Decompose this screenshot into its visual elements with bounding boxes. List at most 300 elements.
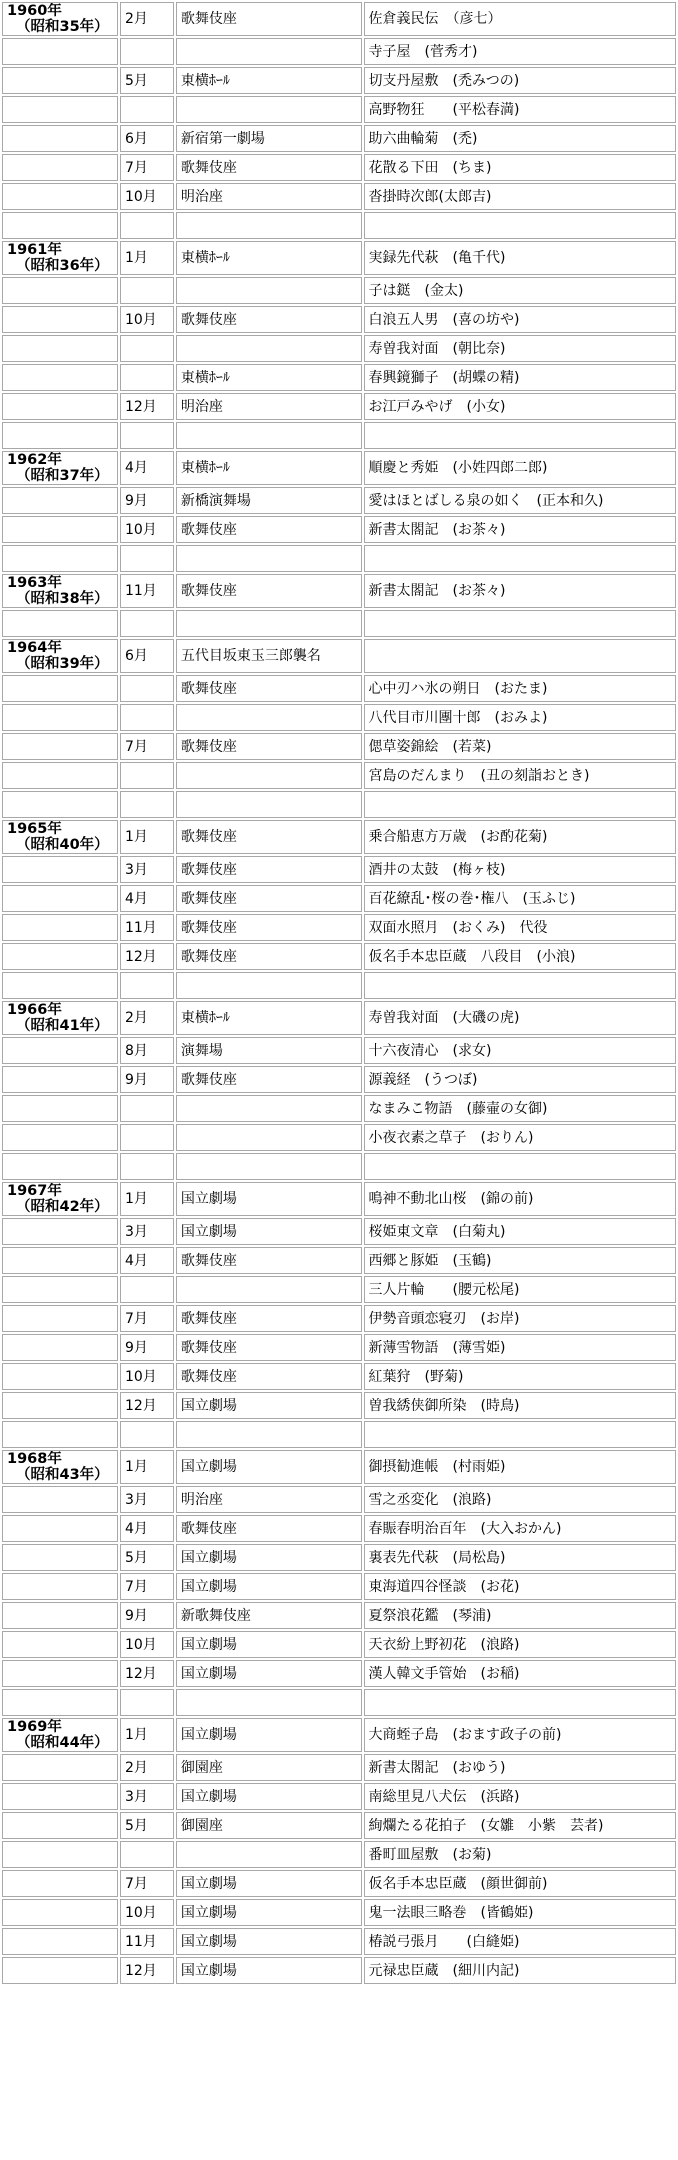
table-row	[2, 545, 676, 572]
table-row	[2, 1515, 676, 1542]
month-cell	[120, 364, 174, 391]
month-cell: 3月	[120, 1486, 174, 1513]
month-cell: 5月	[120, 1812, 174, 1839]
table-row	[2, 1066, 676, 1093]
year-cell	[2, 1182, 118, 1216]
table-row	[2, 885, 676, 912]
year-cell	[2, 277, 118, 304]
year-cell	[2, 212, 118, 239]
role-cell: 小夜衣素之草子 (おりん)	[364, 1124, 676, 1151]
year-cell	[2, 1631, 118, 1658]
venue-cell: 国立劇場	[176, 1573, 362, 1600]
venue-cell: 東横ﾎｰﾙ	[176, 67, 362, 94]
venue-cell: 歌舞伎座	[176, 733, 362, 760]
venue-cell: 歌舞伎座	[176, 856, 362, 883]
table-row	[2, 1218, 676, 1245]
year-cell	[2, 1689, 118, 1716]
role-cell	[364, 545, 676, 572]
table-row	[2, 914, 676, 941]
table-row	[2, 451, 676, 485]
month-cell: 10月	[120, 1899, 174, 1926]
year-label: 1967年	[7, 1183, 62, 1199]
year-cell	[2, 1305, 118, 1332]
venue-cell: 御園座	[176, 1812, 362, 1839]
table-row	[2, 1037, 676, 1064]
role-cell: 高野物狂 (平松春満)	[364, 96, 676, 123]
year-cell	[2, 1334, 118, 1361]
venue-cell	[176, 1841, 362, 1868]
month-cell: 11月	[120, 1928, 174, 1955]
table-row	[2, 364, 676, 391]
table-row	[2, 1631, 676, 1658]
role-cell: 順慶と秀姫 (小姓四郎二郎)	[364, 451, 676, 485]
role-cell	[364, 639, 676, 673]
month-cell: 12月	[120, 1957, 174, 1984]
month-cell	[120, 212, 174, 239]
month-cell: 6月	[120, 639, 174, 673]
role-cell	[364, 212, 676, 239]
table-row	[2, 1450, 676, 1484]
year-label: 1964年	[7, 640, 62, 656]
venue-cell	[176, 791, 362, 818]
venue-cell: 新宿第一劇場	[176, 125, 362, 152]
table-row	[2, 1544, 676, 1571]
month-cell: 4月	[120, 1247, 174, 1274]
year-cell	[2, 885, 118, 912]
table-row	[2, 1783, 676, 1810]
month-cell: 10月	[120, 1363, 174, 1390]
era-label: （昭和42年）	[16, 1199, 109, 1215]
role-cell	[364, 1153, 676, 1180]
year-cell	[2, 1218, 118, 1245]
year-cell	[2, 1573, 118, 1600]
role-cell: 沓掛時次郎(太郎吉)	[364, 183, 676, 210]
role-cell: 子は鎹 (金太)	[364, 277, 676, 304]
role-cell: 乗合船恵方万歳 (お酌花菊)	[364, 820, 676, 854]
year-cell	[2, 1153, 118, 1180]
month-cell	[120, 545, 174, 572]
month-cell: 1月	[120, 820, 174, 854]
venue-cell: 歌舞伎座	[176, 1247, 362, 1274]
venue-cell	[176, 972, 362, 999]
month-cell: 7月	[120, 154, 174, 181]
table-row	[2, 856, 676, 883]
role-cell: 新書太閤記 (お茶々)	[364, 516, 676, 543]
year-label: 1968年	[7, 1451, 62, 1467]
era-label: （昭和38年）	[16, 591, 109, 607]
role-cell: 八代目市川團十郎 (おみよ)	[364, 704, 676, 731]
venue-cell: 国立劇場	[176, 1957, 362, 1984]
year-cell	[2, 306, 118, 333]
venue-cell: 東横ﾎｰﾙ	[176, 364, 362, 391]
venue-cell	[176, 545, 362, 572]
table-row	[2, 1812, 676, 1839]
table-row	[2, 154, 676, 181]
role-cell: 花散る下田 (ちま)	[364, 154, 676, 181]
role-cell: 東海道四谷怪談 (お花)	[364, 1573, 676, 1600]
role-cell: 仮名手本忠臣蔵 (顔世御前)	[364, 1870, 676, 1897]
table-row	[2, 1486, 676, 1513]
table-row	[2, 639, 676, 673]
year-label: 1962年	[7, 452, 62, 468]
month-cell: 10月	[120, 306, 174, 333]
month-cell: 7月	[120, 1305, 174, 1332]
role-cell: 仮名手本忠臣蔵 八段目 (小浪)	[364, 943, 676, 970]
table-row	[2, 1001, 676, 1035]
table-row	[2, 96, 676, 123]
year-cell	[2, 393, 118, 420]
venue-cell: 東横ﾎｰﾙ	[176, 1001, 362, 1035]
year-cell	[2, 1066, 118, 1093]
role-cell: 寺子屋 (菅秀才)	[364, 38, 676, 65]
role-cell: 裏表先代萩 (局松島)	[364, 1544, 676, 1571]
table-row	[2, 733, 676, 760]
month-cell: 10月	[120, 183, 174, 210]
venue-cell: 国立劇場	[176, 1870, 362, 1897]
table-row	[2, 1182, 676, 1216]
table-row	[2, 704, 676, 731]
role-cell: 桜姫東文章 (白菊丸)	[364, 1218, 676, 1245]
month-cell: 9月	[120, 1066, 174, 1093]
era-label: （昭和40年）	[16, 837, 109, 853]
year-cell	[2, 1124, 118, 1151]
table-row	[2, 1928, 676, 1955]
month-cell	[120, 1095, 174, 1122]
table-row	[2, 38, 676, 65]
role-cell: 南総里見八犬伝 (浜路)	[364, 1783, 676, 1810]
table-row	[2, 762, 676, 789]
table-row	[2, 1718, 676, 1752]
month-cell: 7月	[120, 733, 174, 760]
venue-cell: 国立劇場	[176, 1218, 362, 1245]
role-cell: 雪之丞変化 (浪路)	[364, 1486, 676, 1513]
role-cell: 百花繚乱･桜の巻･権八 (玉ふじ)	[364, 885, 676, 912]
month-cell: 3月	[120, 856, 174, 883]
venue-cell: 歌舞伎座	[176, 2, 362, 36]
month-cell	[120, 1841, 174, 1868]
venue-cell	[176, 1276, 362, 1303]
year-cell	[2, 545, 118, 572]
month-cell: 4月	[120, 1515, 174, 1542]
year-cell	[2, 972, 118, 999]
venue-cell: 歌舞伎座	[176, 1305, 362, 1332]
venue-cell: 新橋演舞場	[176, 487, 362, 514]
year-cell	[2, 67, 118, 94]
table-row	[2, 1363, 676, 1390]
venue-cell: 歌舞伎座	[176, 516, 362, 543]
year-cell	[2, 183, 118, 210]
era-label: （昭和36年）	[16, 258, 109, 274]
month-cell: 11月	[120, 574, 174, 608]
venue-cell: 明治座	[176, 183, 362, 210]
month-cell: 1月	[120, 1718, 174, 1752]
month-cell: 1月	[120, 241, 174, 275]
table-row	[2, 1573, 676, 1600]
venue-cell: 国立劇場	[176, 1660, 362, 1687]
table-row	[2, 1124, 676, 1151]
month-cell: 8月	[120, 1037, 174, 1064]
table-row	[2, 306, 676, 333]
table-row	[2, 183, 676, 210]
venue-cell: 演舞場	[176, 1037, 362, 1064]
role-cell	[364, 610, 676, 637]
role-cell: お江戸みやげ (小女)	[364, 393, 676, 420]
year-cell	[2, 96, 118, 123]
role-cell: 心中刃ハ氷の朔日 (おたま)	[364, 675, 676, 702]
month-cell	[120, 1124, 174, 1151]
year-cell	[2, 1037, 118, 1064]
year-cell	[2, 1783, 118, 1810]
role-cell: 新書太閤記 (お茶々)	[364, 574, 676, 608]
year-cell	[2, 1899, 118, 1926]
era-label: （昭和37年）	[16, 468, 109, 484]
role-cell: 実録先代萩 (亀千代)	[364, 241, 676, 275]
role-cell: 鬼一法眼三略巻 (皆鶴姫)	[364, 1899, 676, 1926]
role-cell: 御摂勧進帳 (村雨姫)	[364, 1450, 676, 1484]
venue-cell: 歌舞伎座	[176, 885, 362, 912]
month-cell: 9月	[120, 1602, 174, 1629]
table-row	[2, 1754, 676, 1781]
table-row	[2, 1305, 676, 1332]
era-label: （昭和43年）	[16, 1467, 109, 1483]
year-cell	[2, 1515, 118, 1542]
year-cell	[2, 487, 118, 514]
role-cell: 絢爛たる花拍子 (女雛 小紫 芸者)	[364, 1812, 676, 1839]
table-row	[2, 1247, 676, 1274]
table-row	[2, 1660, 676, 1687]
month-cell: 7月	[120, 1870, 174, 1897]
year-cell	[2, 1421, 118, 1448]
table-row	[2, 1870, 676, 1897]
month-cell	[120, 1276, 174, 1303]
role-cell: 曽我綉侠御所染 (時鳥)	[364, 1392, 676, 1419]
year-cell	[2, 762, 118, 789]
year-cell	[2, 1957, 118, 1984]
venue-cell	[176, 212, 362, 239]
month-cell	[120, 704, 174, 731]
table-row	[2, 1095, 676, 1122]
year-cell	[2, 791, 118, 818]
month-cell	[120, 791, 174, 818]
month-cell: 10月	[120, 1631, 174, 1658]
venue-cell: 国立劇場	[176, 1392, 362, 1419]
year-cell	[2, 125, 118, 152]
table-row	[2, 675, 676, 702]
month-cell: 7月	[120, 1573, 174, 1600]
venue-cell: 歌舞伎座	[176, 675, 362, 702]
year-cell	[2, 1276, 118, 1303]
table-row	[2, 393, 676, 420]
month-cell: 2月	[120, 2, 174, 36]
month-cell	[120, 96, 174, 123]
role-cell	[364, 791, 676, 818]
table-row	[2, 1334, 676, 1361]
venue-cell: 歌舞伎座	[176, 574, 362, 608]
venue-cell	[176, 610, 362, 637]
year-cell	[2, 38, 118, 65]
venue-cell	[176, 1421, 362, 1448]
month-cell: 12月	[120, 943, 174, 970]
role-cell: 三人片輪 (腰元松尾)	[364, 1276, 676, 1303]
month-cell: 9月	[120, 487, 174, 514]
year-cell	[2, 422, 118, 449]
year-cell	[2, 856, 118, 883]
role-cell: 番町皿屋敷 (お菊)	[364, 1841, 676, 1868]
table-row	[2, 1957, 676, 1984]
role-cell: 寿曽我対面 (朝比奈)	[364, 335, 676, 362]
table-row	[2, 2, 676, 36]
performance-table-body	[2, 2, 676, 1984]
year-cell	[2, 1363, 118, 1390]
venue-cell	[176, 1153, 362, 1180]
venue-cell: 五代目坂東玉三郎襲名	[176, 639, 362, 673]
table-row	[2, 277, 676, 304]
year-cell	[2, 1660, 118, 1687]
table-row	[2, 1153, 676, 1180]
year-label: 1960年	[7, 3, 62, 19]
role-cell: 白浪五人男 (喜の坊や)	[364, 306, 676, 333]
month-cell: 12月	[120, 393, 174, 420]
role-cell: 十六夜清心 (求女)	[364, 1037, 676, 1064]
month-cell: 12月	[120, 1660, 174, 1687]
venue-cell: 歌舞伎座	[176, 820, 362, 854]
month-cell	[120, 335, 174, 362]
table-row	[2, 212, 676, 239]
venue-cell: 歌舞伎座	[176, 1334, 362, 1361]
year-cell	[2, 364, 118, 391]
role-cell: なまみこ物語 (藤壷の女御)	[364, 1095, 676, 1122]
year-label: 1961年	[7, 242, 62, 258]
role-cell	[364, 1689, 676, 1716]
table-row	[2, 422, 676, 449]
month-cell	[120, 972, 174, 999]
venue-cell: 歌舞伎座	[176, 1066, 362, 1093]
year-cell	[2, 1450, 118, 1484]
month-cell	[120, 277, 174, 304]
year-cell	[2, 1247, 118, 1274]
role-cell	[364, 422, 676, 449]
role-cell: 偲草姿錦絵 (若菜)	[364, 733, 676, 760]
venue-cell	[176, 38, 362, 65]
venue-cell: 国立劇場	[176, 1718, 362, 1752]
month-cell: 9月	[120, 1334, 174, 1361]
year-cell	[2, 451, 118, 485]
role-cell: 新書太閤記 (おゆう)	[364, 1754, 676, 1781]
venue-cell	[176, 335, 362, 362]
year-cell	[2, 820, 118, 854]
venue-cell: 国立劇場	[176, 1899, 362, 1926]
role-cell: 漢人韓文手管始 (お稲)	[364, 1660, 676, 1687]
year-cell	[2, 704, 118, 731]
role-cell	[364, 972, 676, 999]
year-cell	[2, 335, 118, 362]
venue-cell: 国立劇場	[176, 1631, 362, 1658]
month-cell: 2月	[120, 1001, 174, 1035]
month-cell: 5月	[120, 1544, 174, 1571]
year-label: 1965年	[7, 821, 62, 837]
table-row	[2, 516, 676, 543]
venue-cell: 歌舞伎座	[176, 914, 362, 941]
venue-cell	[176, 762, 362, 789]
month-cell: 1月	[120, 1182, 174, 1216]
table-row	[2, 1392, 676, 1419]
table-row	[2, 574, 676, 608]
role-cell: 大商蛭子島 (おます政子の前)	[364, 1718, 676, 1752]
month-cell	[120, 610, 174, 637]
year-cell	[2, 733, 118, 760]
table-row	[2, 125, 676, 152]
month-cell: 1月	[120, 1450, 174, 1484]
month-cell	[120, 1421, 174, 1448]
year-cell	[2, 639, 118, 673]
table-row	[2, 1899, 676, 1926]
venue-cell: 国立劇場	[176, 1182, 362, 1216]
year-cell	[2, 1602, 118, 1629]
month-cell	[120, 1689, 174, 1716]
year-cell	[2, 574, 118, 608]
role-cell: 天衣紛上野初花 (浪路)	[364, 1631, 676, 1658]
month-cell: 10月	[120, 516, 174, 543]
role-cell: 佐倉義民伝 （彦七）	[364, 2, 676, 36]
role-cell: 西郷と豚姫 (玉鶴)	[364, 1247, 676, 1274]
role-cell: 春賑春明治百年 (大入おかん)	[364, 1515, 676, 1542]
role-cell: 新薄雪物語 (薄雪姫)	[364, 1334, 676, 1361]
month-cell	[120, 38, 174, 65]
year-cell	[2, 610, 118, 637]
role-cell: 紅葉狩 (野菊)	[364, 1363, 676, 1390]
table-row	[2, 1421, 676, 1448]
venue-cell: 歌舞伎座	[176, 1515, 362, 1542]
month-cell: 2月	[120, 1754, 174, 1781]
role-cell: 酒井の太鼓 (梅ヶ枝)	[364, 856, 676, 883]
role-cell: 鳴神不動北山桜 (錦の前)	[364, 1182, 676, 1216]
month-cell: 11月	[120, 914, 174, 941]
year-cell	[2, 1001, 118, 1035]
venue-cell	[176, 96, 362, 123]
role-cell: 春興鏡獅子 (胡蝶の精)	[364, 364, 676, 391]
month-cell	[120, 675, 174, 702]
table-row	[2, 335, 676, 362]
year-cell	[2, 241, 118, 275]
table-row	[2, 1602, 676, 1629]
venue-cell: 新歌舞伎座	[176, 1602, 362, 1629]
venue-cell: 歌舞伎座	[176, 1363, 362, 1390]
year-cell	[2, 154, 118, 181]
role-cell: 切支丹屋敷 (禿みつの)	[364, 67, 676, 94]
venue-cell: 歌舞伎座	[176, 943, 362, 970]
venue-cell: 歌舞伎座	[176, 306, 362, 333]
role-cell: 元禄忠臣蔵 (細川内記)	[364, 1957, 676, 1984]
month-cell: 6月	[120, 125, 174, 152]
year-cell	[2, 1754, 118, 1781]
table-row	[2, 943, 676, 970]
venue-cell: 東横ﾎｰﾙ	[176, 241, 362, 275]
venue-cell: 明治座	[176, 393, 362, 420]
era-label: （昭和35年）	[16, 19, 109, 35]
role-cell: 宮島のだんまり (丑の刻詣おとき)	[364, 762, 676, 789]
month-cell	[120, 422, 174, 449]
role-cell	[364, 1421, 676, 1448]
table-row	[2, 610, 676, 637]
month-cell: 5月	[120, 67, 174, 94]
venue-cell	[176, 1124, 362, 1151]
table-row	[2, 1276, 676, 1303]
year-label: 1963年	[7, 575, 62, 591]
venue-cell: 歌舞伎座	[176, 154, 362, 181]
year-cell	[2, 1870, 118, 1897]
role-cell: 寿曽我対面 (大磯の虎)	[364, 1001, 676, 1035]
year-cell	[2, 2, 118, 36]
